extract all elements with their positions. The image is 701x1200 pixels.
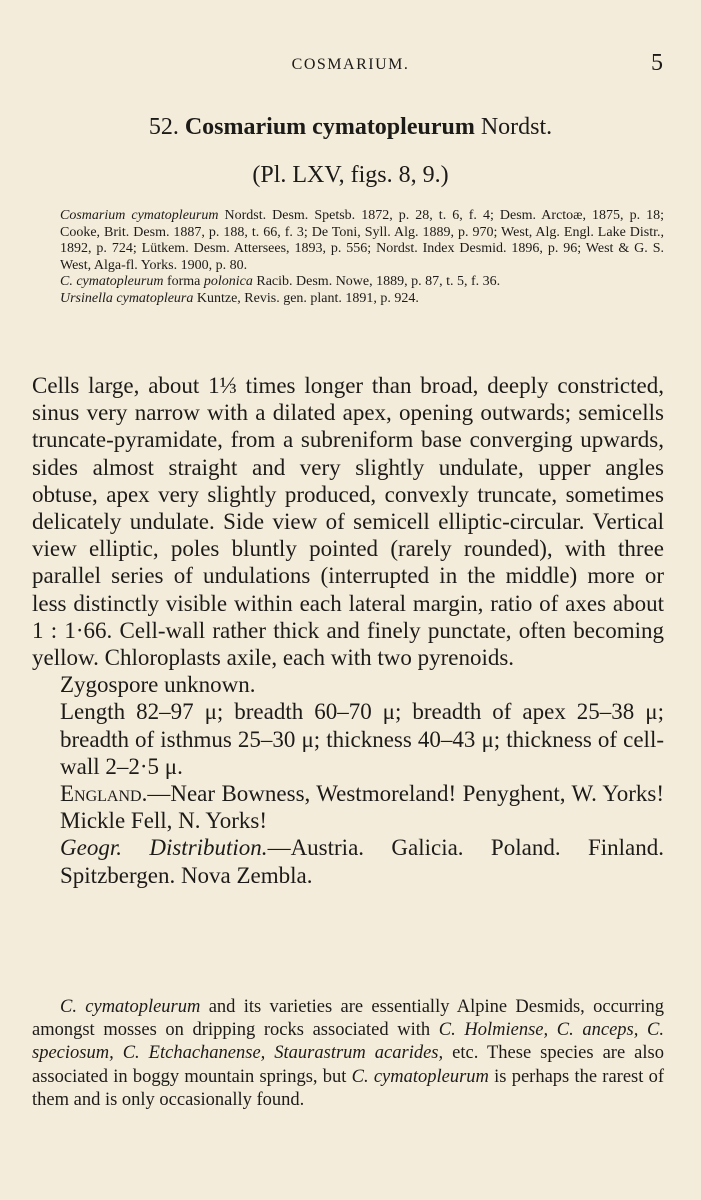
- notes-paragraph: [32, 996, 664, 1112]
- synonym-citation: Kuntze, Revis. gen. plant. 1891, p. 924.: [193, 290, 419, 306]
- page-header: [0, 50, 701, 80]
- synonymy-block: [60, 208, 664, 308]
- synonym-taxon: Ursinella cymatopleura: [60, 290, 194, 306]
- england-localities: [32, 780, 664, 834]
- species-title: [0, 114, 701, 141]
- synonym-taxon: Cosmarium cymatopleurum: [60, 208, 219, 223]
- synonymy-entry: [60, 208, 664, 274]
- species-notes: [32, 996, 664, 1112]
- notes-text: etc. These species are also associated in boggy mountain springs, but: [32, 1043, 664, 1087]
- synonym-connector: forma: [163, 274, 204, 290]
- distribution-label: Geogr. Distribution.: [60, 835, 268, 861]
- description-main: Cells large, about 1⅓ times longer than broad, deeply constricted, sinus very narrow with a dilated apex, opening outwards; semicells truncate-pyramidate, from a subreniform base converging upwards, sides almost straight and very slightly undulate, upper angles obtuse, apex very slightly produced, convexly truncate, sometimes delicately undulate. Side view of semicell elliptic-circular. Vertical view elliptic, poles bluntly pointed (rarely rounded), with three parallel series of undulations (interrupted in the middle) more or less distinctly visible within each lateral margin, ratio of axes about 1 : 1·66. Cell-wall rather thick and finely punctate, often becoming yellow. Chloroplasts axile, each with two pyrenoids.: [32, 373, 664, 671]
- species-description: [32, 372, 664, 889]
- synonym-forma: polonica: [203, 274, 253, 290]
- page-number: 5: [651, 50, 663, 76]
- notes-taxon: C. cymatopleurum: [351, 1066, 489, 1087]
- geographic-distribution: [32, 834, 664, 888]
- species-name: Cosmarium cymatopleurum: [184, 114, 475, 140]
- running-head: COSMARIUM.: [291, 56, 410, 73]
- notes-taxa-list: C. Holmiense, C. anceps, C. speciosum, C. Etchachanense, Staurastrum acarides,: [32, 1020, 664, 1064]
- synonym-citation: Nordst. Desm. Spetsb. 1872, p. 28, t. 6, f. 4; Desm. Arctoæ, 1875, p. 18; Cooke, Brit. Desm. 1887, p. 188, t. 66, f. 3; De Toni, Syll. Alg. 1889, p. 970; West, Alg. Engl. Lake Distr., 1892, p. 724; Lütkem. Desm. Attersees, 1893, p. 556; Nordst. Index Desmid. 1896, p. 96; West & G. S. West, Alga-fl. Yorks. 1900, p. 80.: [60, 208, 664, 273]
- england-text: —Near Bowness, Westmoreland! Penyghent, W. Yorks! Mickle Fell, N. Yorks!: [60, 781, 664, 834]
- synonym-taxon: C. cymatopleurum: [60, 274, 164, 290]
- distribution-text: —Austria. Galicia. Poland. Finland. Spitzbergen. Nova Zembla.: [60, 835, 664, 888]
- synonym-citation: Racib. Desm. Nowe, 1889, p. 87, t. 5, f. 36.: [252, 274, 501, 290]
- synonymy-entry: [60, 291, 664, 308]
- notes-text: is perhaps the rarest of them and is only occasionally found.: [32, 1066, 664, 1110]
- synonymy-entry: [60, 274, 664, 291]
- plate-reference: (Pl. LXV, figs. 8, 9.): [252, 162, 449, 188]
- species-number: 52.: [148, 114, 179, 140]
- notes-text: and its varieties are essentially Alpine Desmids, occurring amongst mosses on dripping rocks associated with: [32, 997, 664, 1041]
- species-author: Nordst.: [480, 114, 553, 140]
- notes-taxon: C. cymatopleurum: [60, 997, 201, 1017]
- england-label: England.: [60, 781, 148, 807]
- measurements: Length 82–97 μ; breadth 60–70 μ; breadth of apex 25–38 μ; breadth of isthmus 25–30 μ; thickness 40–43 μ; thickness of cell-wall 2–2·5 μ.: [60, 699, 664, 779]
- zygospore-note: Zygospore unknown.: [60, 672, 256, 698]
